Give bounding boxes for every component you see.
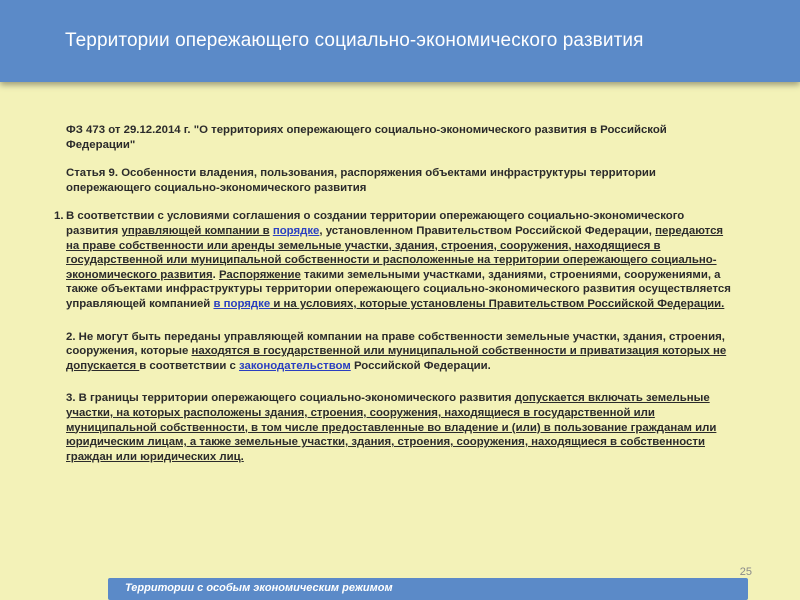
slide-content — [54, 123, 736, 464]
link-zakonodatelstvo[interactable]: законодательством — [239, 359, 351, 372]
link-poryadke[interactable]: порядке — [272, 224, 320, 237]
link-v-poryadke[interactable]: в порядке — [213, 297, 271, 310]
slide-header — [0, 0, 800, 82]
paragraph-1: 1. В соответствии с условиями соглашения о создании территории опережающего социально-экономического развития управляющей компании в порядке, установленном Правительством Российской Федерации, передаются на праве собственности или аренды земельные участки, здания, строения, сооружения, находящиеся в государственной или муниципальной собственности и расположенные на территории опережающего социально-экономического развития. Распоряжение такими земельными участками, зданиями, строениями, сооружениями, а также объектами инфраструктуры территории опережающего социально-экономического развития осуществляется управляющей компанией в порядке и на условиях, которые установлены Правительством Российской Федерации. — [54, 210, 731, 310]
paragraph-1-number: 1. — [54, 210, 64, 223]
slide-title: Территории опережающего социально-экономического развития — [65, 30, 644, 51]
paragraph-2: 2. Не могут быть переданы управляющей компании на праве собственности земельные участки, здания, строения, сооружения, которые находятся в государственной или муниципальной собственности и приватизация которых не допускается в соответствии с законодательством Российской Федерации. — [66, 330, 727, 372]
article-title: Статья 9. Особенности владения, пользования, распоряжения объектами инфраструктуры территории опережающего социально-экономического развития — [66, 167, 656, 194]
paragraph-3: 3. В границы территории опережающего социально-экономического развития допускается включать земельные участки, на которых расположены здания, строения, сооружения, находящиеся в государственной или муниципальной собственности, в том числе предоставленные во владение и (или) в пользование гражданам или юридическим лицам, а также земельные участки, здания, строения, сооружения, находящиеся в собственности граждан или юридических лиц. — [66, 392, 717, 463]
page-number: 25 — [739, 566, 752, 578]
footer-bar — [108, 578, 748, 600]
law-title: ФЗ 473 от 29.12.2014 г. "О территориях опережающего социально-экономического развития в Российской Федерации" — [66, 124, 667, 151]
footer-text: Территории с особым экономическим режимом — [125, 582, 393, 594]
